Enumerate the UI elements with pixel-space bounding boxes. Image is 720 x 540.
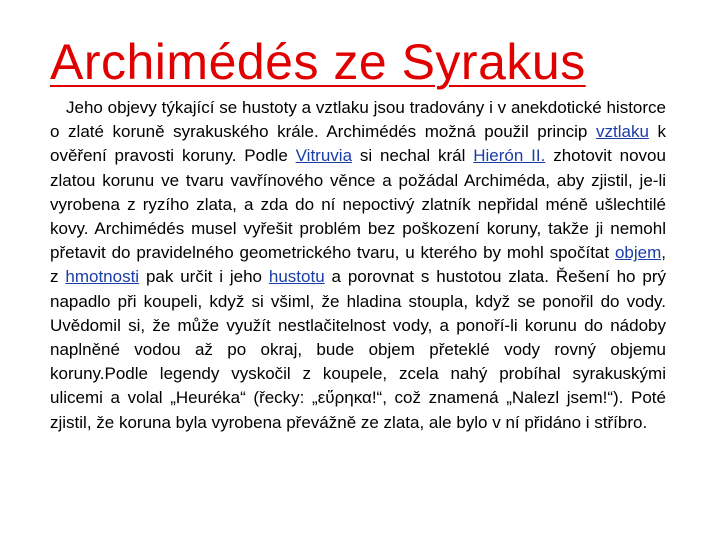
paragraph-text: pak určit i jeho	[139, 267, 269, 287]
link-objem[interactable]: objem	[614, 243, 662, 263]
link-hieron[interactable]: Hierón II.	[473, 146, 546, 166]
paragraph-text: a porovnat s hustotou zlata. Řešení ho prý napadlo při koupeli, když si všiml, že hladina stoupla, když se ponořil do vody. Uvědomil si, že může využít nestlačitelnost vody, a ponoří-li korunu do nádoby naplněné vodou až po okraj, bude objem přeteklé vody rovný objemu koruny.Podle legendy vyskočil z koupele, zcela nahý probíhal syrakuskými ulicemi a volal „Heuréka“ (řecky: „εὕρηκα!“, což znamená „Nalezl jsem!“). Poté zjistil, že koruna byla vyrobena převážně ze zlata, ale bylo v ní přidáno i stříbro.	[50, 267, 666, 432]
paragraph-text: k ověření pravosti koruny. Podle	[50, 122, 666, 166]
paragraph-text: , z	[50, 243, 666, 287]
paragraph-text: Jeho objevy týkající se hustoty a vztlaku jsou tradovány i v anekdotické historce o zlaté koruně syrakuského krále. Archimédés možná použil princip	[50, 98, 666, 142]
link-hmotnosti[interactable]: hmotnosti	[65, 267, 140, 287]
link-vitruvia[interactable]: Vitruvia	[295, 146, 353, 166]
link-hustotu[interactable]: hustotu	[268, 267, 325, 287]
paragraph-text: zhotovit novou zlatou korunu ve tvaru vavřínového věnce a požádal Archiméda, aby zjistil, je-li vyrobena z ryzího zlata, a zda do ní nepoctivý zlatník nepřidal méně ušlechtilé kovy. Archimédés musel vyřešit problém bez poškození koruny, takže ji nemohl přetavit do pravidelného geometrického tvaru, u kterého by mohl spočítat	[50, 146, 666, 263]
paragraph-text: si nechal král	[352, 146, 474, 166]
slide-title: Archimédés ze Syrakus	[50, 34, 586, 90]
link-vztlaku[interactable]: vztlaku	[595, 122, 649, 142]
body-paragraph	[50, 96, 666, 435]
